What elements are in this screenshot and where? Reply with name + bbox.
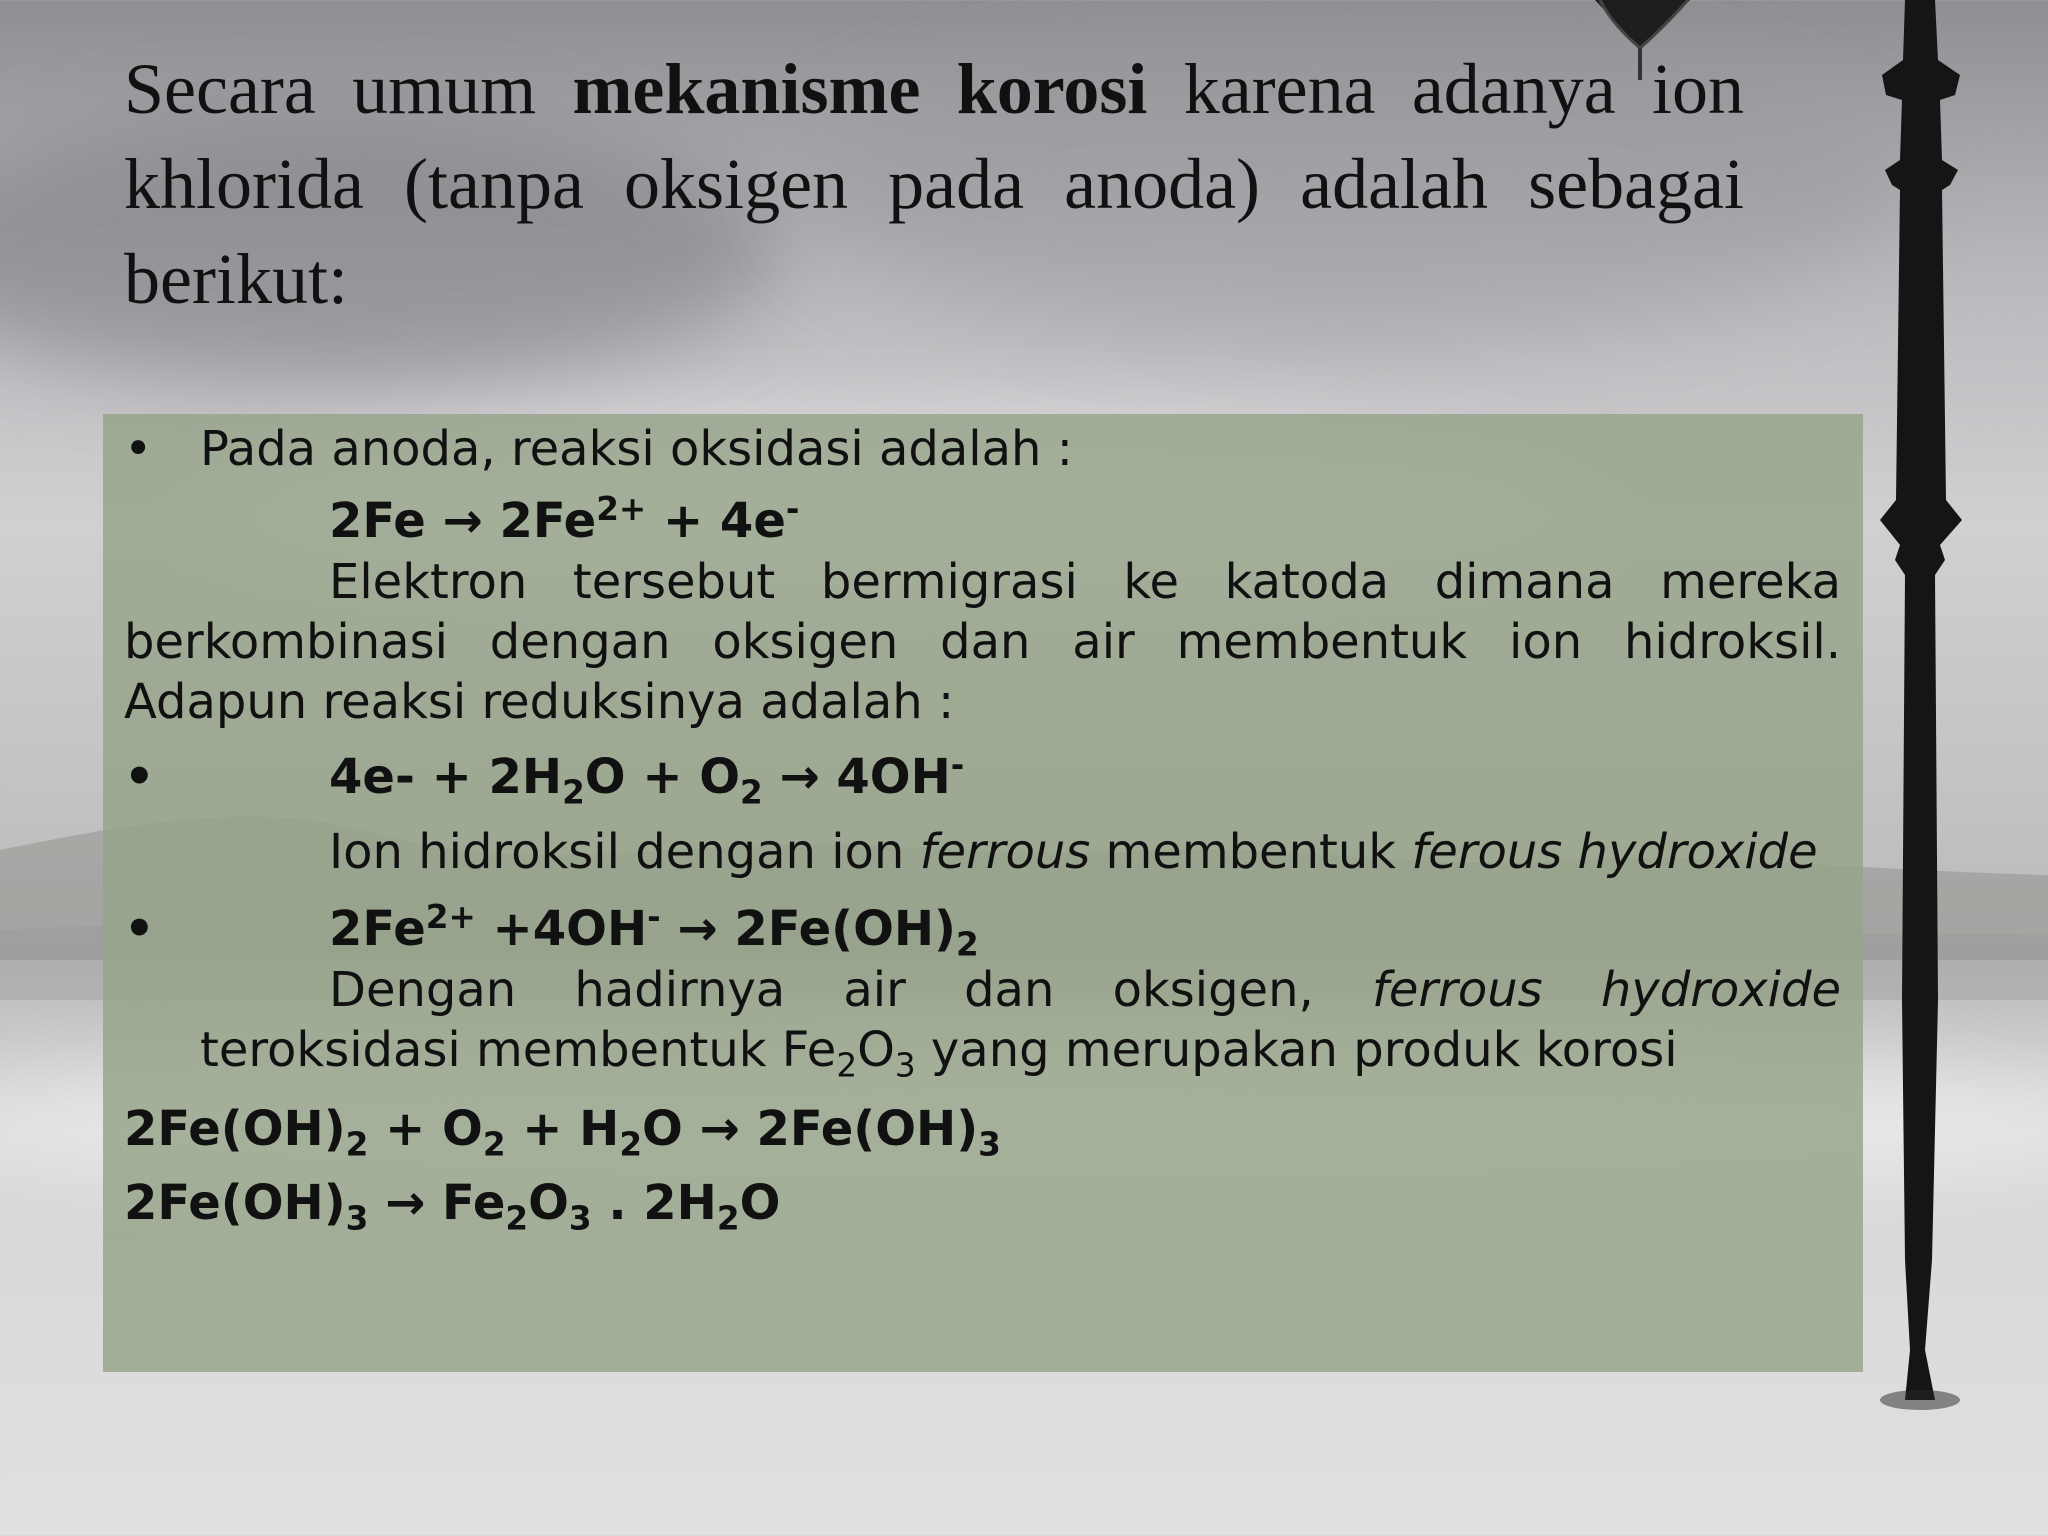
equation-rust-formation: $2Fe(OH)_3 \to Fe_2O_3$ . $2H_2O$ [124, 1175, 781, 1238]
bullet-item-anode [124, 418, 1841, 480]
bullet-icon: • [124, 749, 155, 805]
reaction-content [124, 418, 1842, 1238]
title-bold-text: mekanisme korosi [572, 49, 1148, 129]
title-text-before: Secara umum [124, 49, 573, 129]
slide-title [124, 42, 1744, 327]
paragraph-electron-migration: Elektron tersebut bermigrasi ke katoda dimana mereka berkombinasi dengan oksigen dan air membentuk ion hidroksil. Adapun reaksi reduksinya adalah : [124, 554, 1841, 730]
anode-statement: Pada anoda, reaksi oksidasi adalah : [200, 421, 1073, 477]
equation-reduction: • $4e- + 2H_2O + O_2 \to 4OH^-$ [124, 746, 965, 812]
bullet-icon: • [124, 901, 155, 957]
equation-ferric-hydroxide: $2Fe(OH)_2 + O_2 + H_2O \to 2Fe(OH)_3$ [124, 1101, 1001, 1164]
paragraph-oxidation-product: Dengan hadirnya air dan oksigen, ferrous hydroxide teroksidasi membentuk $Fe_2O_3$ yang merupakan produk korosi [200, 962, 1842, 1085]
bullet-icon: • [124, 421, 153, 477]
equation-anode-oxidation: $2Fe \to 2Fe^{2+} + 4e^-$ [329, 490, 800, 549]
equation-ferrous-hydroxide: • $2Fe^{2+} +4OH^- \to 2Fe(OH)_2$ [124, 898, 979, 964]
paragraph-hydroxyl: Ion hidroksil dengan ion ferrous membentuk ferous hydroxide [329, 824, 1818, 880]
title-text-after: karena adanya ion khlorida (tanpa oksigen pada anoda) adalah sebagai berikut: [124, 49, 1744, 319]
